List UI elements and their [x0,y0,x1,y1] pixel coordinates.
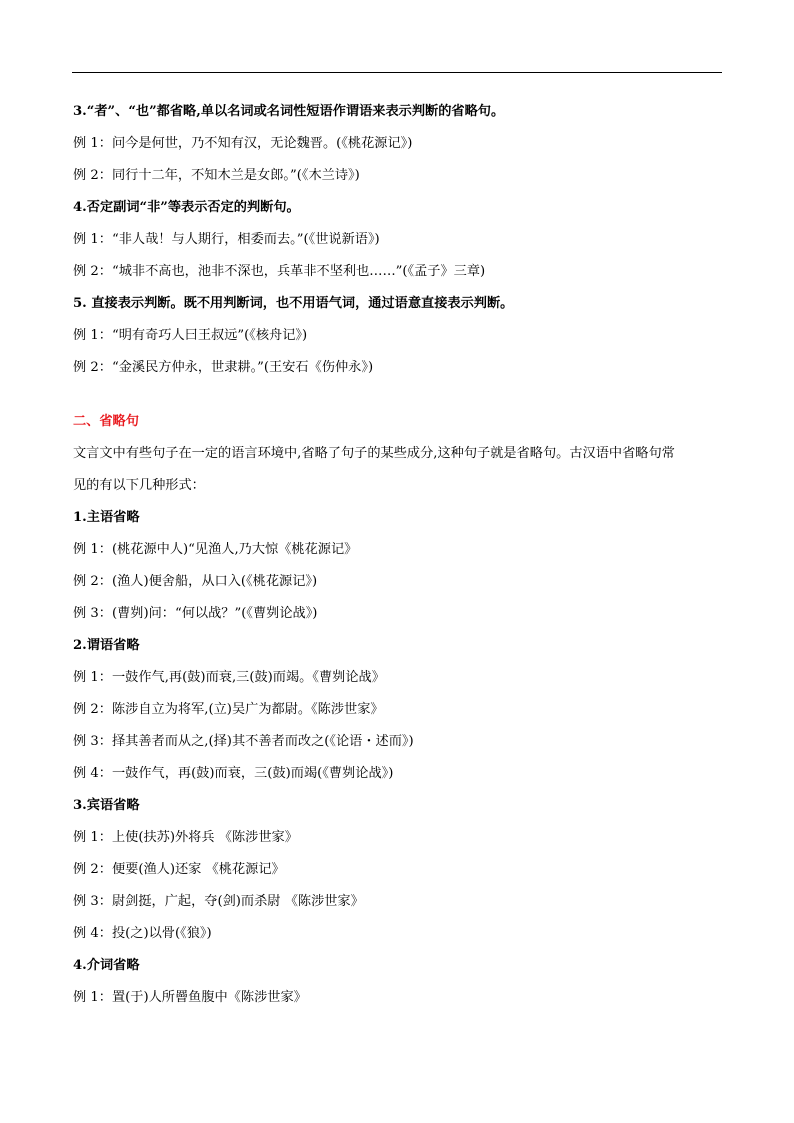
object-omission-heading: 3.宾语省略 [73,798,140,813]
omission-section-title: 二、省略句 [73,414,139,429]
preposition-omission-heading: 4.介词省略 [73,958,140,973]
omission-intro-line-2: 见的有以下几种形式： [73,478,205,493]
judgment-heading-5: 5. 直接表示判断。既不用判断词，也不用语气词，通过语意直接表示判断。 [73,296,514,311]
object-omission-example-3: 例 3：尉剑挺，广起，夺(剑)而杀尉 《陈涉世家》 [73,894,364,909]
section-spacer [73,384,723,406]
predicate-omission-example-4: 例 4：一鼓作气，再(鼓)而衰，三(鼓)而竭(《曹刿论战》) [73,766,394,781]
document-body [73,96,723,1014]
predicate-omission-heading: 2.谓语省略 [73,638,140,653]
judgment-heading-4: 4.否定副词“非”等表示否定的判断句。 [73,200,300,215]
subject-omission-example-3: 例 3：(曹刿)问：“何以战？”(《曹刿论战》) [73,606,318,621]
header-rule [72,72,722,73]
judgment-4-example-2: 例 2：“城非不高也，池非不深也，兵革非不坚利也……”(《孟子》三章) [73,264,486,279]
judgment-3-example-2: 例 2：同行十二年，不知木兰是女郎。”(《木兰诗》) [73,168,360,183]
subject-omission-example-1: 例 1：(桃花源中人)“见渔人,乃大惊《桃花源记》 [73,542,358,557]
judgment-3-example-1: 例 1：问今是何世，乃不知有汉，无论魏晋。(《桃花源记》) [73,136,413,151]
predicate-omission-example-3: 例 3：择其善者而从之,(择)其不善者而改之(《论语・述而》) [73,734,414,749]
predicate-omission-example-2: 例 2：陈涉自立为将军,(立)吴广为都尉。《陈涉世家》 [73,702,384,717]
omission-intro-line-1: 文言文中有些句子在一定的语言环境中,省略了句子的某些成分,这种句子就是省略句。古汉语中省略句常 [73,446,675,461]
judgment-heading-3: 3.“者”、“也”都省略,单以名词或名词性短语作谓语来表示判断的省略句。 [73,104,505,119]
object-omission-example-1: 例 1：上使(扶苏)外将兵 《陈涉世家》 [73,830,298,845]
judgment-5-example-2: 例 2：“金溪民方仲永，世隶耕。”(王安石《伤仲永》) [73,360,374,375]
subject-omission-heading: 1.主语省略 [73,510,140,525]
object-omission-example-2: 例 2：便要(渔人)还家 《桃花源记》 [73,862,285,877]
predicate-omission-example-1: 例 1：一鼓作气,再(鼓)而衰,三(鼓)而竭。《曹刿论战》 [73,670,385,685]
judgment-5-example-1: 例 1：“明有奇巧人曰王叔远”(《核舟记》) [73,328,308,343]
object-omission-example-4: 例 4：投(之)以骨(《狼》) [73,926,212,941]
judgment-4-example-1: 例 1：“非人哉！与人期行，相委而去。”(《世说新语》) [73,232,380,247]
subject-omission-example-2: 例 2：(渔人)便舍船，从口入(《桃花源记》) [73,574,318,589]
preposition-omission-example-1: 例 1：置(于)人所罾鱼腹中《陈涉世家》 [73,990,307,1005]
